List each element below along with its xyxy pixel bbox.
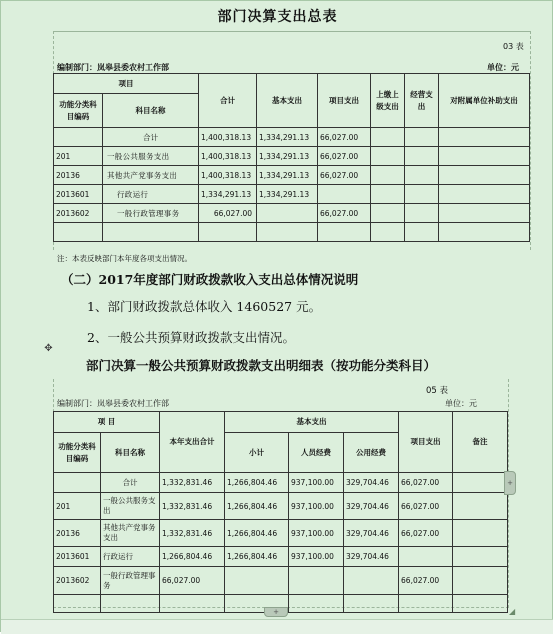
table1-title: 部门决算支出总表 — [217, 9, 338, 25]
table-row: 合计 1,332,831.46 1,266,804.46 937,100.00 329,704.46 66,027.00 — [54, 473, 508, 493]
table2-title: 部门决算一般公共预算财政拨款支出明细表（按功能分类科目） — [86, 358, 437, 373]
header-name: 科目名称 — [103, 94, 199, 128]
table1-unit: 编制部门：岚皋县委农村工作部 — [57, 63, 169, 72]
header-year-total: 本年支出合计 — [160, 412, 225, 473]
table-move-handle-icon[interactable]: ✥ — [44, 343, 53, 354]
add-row-handle[interactable]: + — [264, 607, 288, 617]
header-code: 功能分类科目编码 — [54, 94, 103, 128]
header-project-expense: 项目支出 — [399, 412, 453, 473]
header-business: 经营支出 — [405, 74, 439, 128]
header-basic: 基本支出 — [257, 74, 318, 128]
add-column-handle[interactable]: + — [504, 471, 516, 495]
table-row: 201 一般公共服务支出 1,400,318.13 1,334,291.13 66,027.00 — [54, 147, 530, 166]
table-resize-grip-icon[interactable]: ◢ — [509, 607, 516, 616]
paragraph-expense: 2、一般公共预算财政拨款支出情况。 — [87, 330, 295, 345]
table1-grid — [53, 73, 530, 242]
table1-number: 03 表 — [503, 42, 524, 51]
table-row: 20136 其他共产党事务支出 1,400,318.13 1,334,291.13 66,027.00 — [54, 166, 530, 185]
table-row: 2013601 行政运行 1,266,804.46 1,266,804.46 937,100.00 329,704.46 — [54, 547, 508, 567]
table-row: 合计 1,400,318.13 1,334,291.13 66,027.00 — [54, 128, 530, 147]
table-row: 2013602 一般行政管理事务 66,027.00 66,027.00 — [54, 204, 530, 223]
table-row: 2013602 一般行政管理事务 66,027.00 66,027.00 — [54, 567, 508, 595]
table2-number: 05 表 — [426, 386, 449, 396]
table-row: 20136 其他共产党事务支出 1,332,831.46 1,266,804.46 937,100.00 329,704.46 66,027.00 — [54, 520, 508, 547]
header-code: 功能分类科目编码 — [54, 433, 101, 473]
header-name: 科目名称 — [101, 433, 160, 473]
table1-currency: 单位：元 — [487, 63, 519, 72]
header-subsidy: 对附属单位补助支出 — [439, 74, 530, 128]
table2-unit: 编制部门：岚皋县委农村工作部 — [57, 399, 169, 408]
header-total: 合计 — [199, 74, 257, 128]
table-row: 201 一般公共服务支出 1,332,831.46 1,266,804.46 937,100.00 329,704.46 66,027.00 — [54, 493, 508, 520]
section-heading: （二）2017年度部门财政拨款收入支出总体情况说明 — [61, 272, 359, 287]
table-row-empty — [54, 223, 530, 242]
header-public: 公用经费 — [344, 433, 399, 473]
header-personnel: 人员经费 — [289, 433, 344, 473]
header-project: 项目 — [54, 74, 199, 94]
table2-currency: 单位：元 — [445, 399, 477, 408]
table2-grid — [53, 411, 508, 613]
header-upper: 上缴上级支出 — [371, 74, 405, 128]
table1-note: 注：本表反映部门本年度各项支出情况。 — [57, 254, 192, 263]
paragraph-income: 1、部门财政拨款总体收入 1460527 元。 — [87, 299, 322, 314]
header-project-expense: 项目支出 — [318, 74, 371, 128]
header-project: 项 目 — [54, 412, 160, 433]
table-row: 2013601 行政运行 1,334,291.13 1,334,291.13 — [54, 185, 530, 204]
header-basic: 基本支出 — [225, 412, 399, 433]
header-subtotal: 小计 — [225, 433, 289, 473]
header-remark: 备注 — [453, 412, 508, 473]
